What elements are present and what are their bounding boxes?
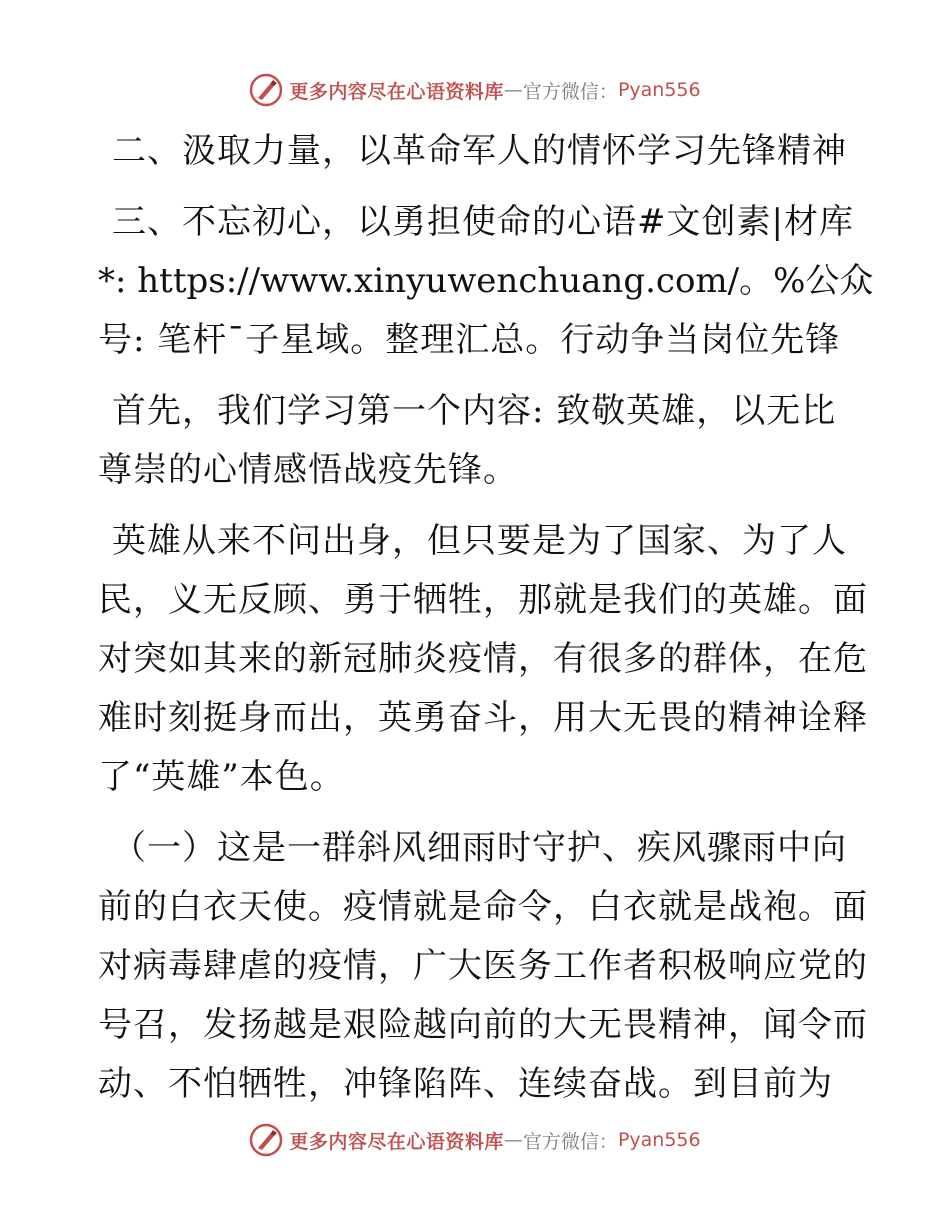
header-watermark [0,70,950,110]
pen-logo-icon [249,1123,283,1157]
watermark-brand-text: 更多内容尽在心语资料库 [289,1130,504,1153]
text-line: 对病毒肆虐的疫情，广大医务工作者积极响应党的 [98,946,868,986]
text-line: 动、不怕牺牲，冲锋陷阵、连续奋战。到目前为 [98,1064,833,1104]
footer-watermark [0,1120,950,1160]
paragraph [98,382,858,500]
watermark-official-label: 官方微信： [522,80,618,103]
text-line: 英雄从来不问出身，但只要是为了国家、为了人 [112,521,847,561]
text-line: 三、不忘初心，以勇担使命的心语#文创素|材库 [112,202,854,242]
text-line: 民，义无反顾、勇于牺牲，那就是我们的英雄。面 [98,580,868,620]
pen-logo-icon [249,73,283,107]
text-line: 前的白衣天使。疫情就是命令，白衣就是战袍。面 [98,887,868,927]
watermark-wechat-id: Pyan556 [617,1129,701,1151]
watermark-brand-text: 更多内容尽在心语资料库 [289,80,504,103]
watermark-official-label: 官方微信： [522,1130,618,1153]
paragraph [98,819,868,1114]
text-line: 对突如其来的新冠肺炎疫情，有很多的群体，在危 [98,639,868,679]
text-line: 尊崇的心情感悟战疫先锋。 [98,450,518,490]
text-line: 了“英雄”本色。 [98,757,345,797]
watermark-separator: — [503,79,523,101]
watermark-separator: — [503,1129,523,1151]
paragraph [98,193,874,370]
text-line: 难时刻挺身而出，英勇奋斗，用大无畏的精神诠释 [98,698,868,738]
document-body [98,122,874,1114]
text-line: 首先，我们学习第一个内容: 致敬英雄，以无比 [112,391,837,431]
watermark-wechat-id: Pyan556 [617,79,701,101]
text-line: 号召，发扬越是艰险越向前的大无畏精神，闻令而 [98,1005,868,1045]
text-line: （一）这是一群斜风细雨时守护、疾风骤雨中向 [112,828,847,868]
text-line: *: https://www.xinyuwenchuang.com/。%公众 [98,261,874,301]
text-line: 二、汲取力量，以革命军人的情怀学习先锋精神 [112,131,847,171]
paragraph [98,512,868,807]
paragraph [98,122,858,181]
text-line: 号: 笔杆¯子星域。整理汇总。行动争当岗位先锋 [98,320,841,360]
